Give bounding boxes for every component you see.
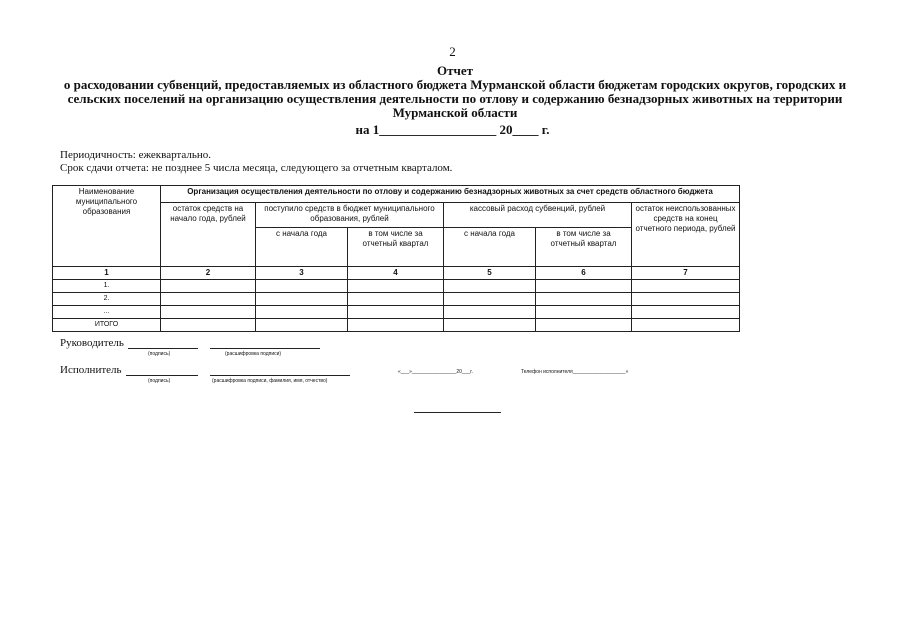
header-spent-from-start: с начала года bbox=[444, 228, 536, 267]
executor-decode-line bbox=[210, 375, 350, 376]
executor-decode-caption: (расшифровка подписи, фамилия, имя, отчество) bbox=[212, 378, 328, 384]
separator-line bbox=[414, 412, 501, 413]
header-municipality: Наименование муниципального образования bbox=[53, 186, 161, 267]
head-sign-caption: (подпись) bbox=[148, 351, 171, 357]
head-label: Руководитель bbox=[60, 337, 124, 349]
date-field: «___»________________20___г. bbox=[398, 369, 473, 375]
row-label: 1. bbox=[53, 280, 161, 293]
table-row bbox=[53, 306, 740, 319]
header-received-quarter: в том числе за отчетный квартал bbox=[348, 228, 444, 267]
head-decode-caption: (расшифровка подписи) bbox=[225, 351, 282, 357]
col-number: 5 bbox=[444, 267, 536, 280]
row-label: ... bbox=[53, 306, 161, 319]
head-decode-line bbox=[210, 348, 320, 349]
table-row-total bbox=[53, 319, 740, 332]
header-spent-quarter: в том числе за отчетный квартал bbox=[536, 228, 632, 267]
header-received-from-start: с начала года bbox=[256, 228, 348, 267]
header-balance-end: остаток неиспользованных средств на конец отчетного периода, рублей bbox=[632, 203, 740, 267]
header-balance-start: остаток средств на начало года, рублей bbox=[161, 203, 256, 267]
phone-field: Телефон исполнителя___________________» bbox=[521, 369, 629, 375]
executor-label: Исполнитель bbox=[60, 364, 122, 376]
executor-sign-caption: (подпись) bbox=[148, 378, 171, 384]
page-number: 2 bbox=[449, 44, 456, 59]
row-label-total: ИТОГО bbox=[53, 319, 161, 332]
table-row bbox=[53, 293, 740, 306]
report-table bbox=[52, 185, 740, 332]
title-word: Отчет bbox=[437, 63, 473, 78]
col-number: 6 bbox=[536, 267, 632, 280]
report-title bbox=[40, 64, 870, 120]
deadline-text: Срок сдачи отчета: не позднее 5 числа месяца, следующего за отчетным кварталом. bbox=[60, 162, 453, 174]
table-row bbox=[53, 280, 740, 293]
report-period: на 1__________________ 20____ г. bbox=[355, 122, 550, 137]
row-label: 2. bbox=[53, 293, 161, 306]
col-number: 1 bbox=[53, 267, 161, 280]
col-number: 2 bbox=[161, 267, 256, 280]
col-number: 3 bbox=[256, 267, 348, 280]
header-spent: кассовый расход субвенций, рублей bbox=[444, 203, 632, 228]
header-group: Организация осуществления деятельности по отлову и содержанию безнадзорных животных за счет средств областного бюджета bbox=[161, 186, 740, 203]
title-line-1: о расходовании субвенций, предоставляемых из областного бюджета Мурманской области бюджетам городских округов, городских и bbox=[63, 77, 847, 92]
report-meta bbox=[60, 149, 452, 175]
col-number: 4 bbox=[348, 267, 444, 280]
head-sign-line bbox=[128, 348, 198, 349]
periodicity-text: Периодичность: ежеквартально. bbox=[60, 149, 211, 161]
executor-sign-line bbox=[126, 375, 198, 376]
header-received: поступило средств в бюджет муниципального образования, рублей bbox=[256, 203, 444, 228]
title-line-2: сельских поселений на организацию осуществления деятельности по отлову и содержанию безнадзорных животных на территории bbox=[67, 91, 843, 106]
col-number: 7 bbox=[632, 267, 740, 280]
title-line-3: Мурманской области bbox=[392, 105, 518, 120]
